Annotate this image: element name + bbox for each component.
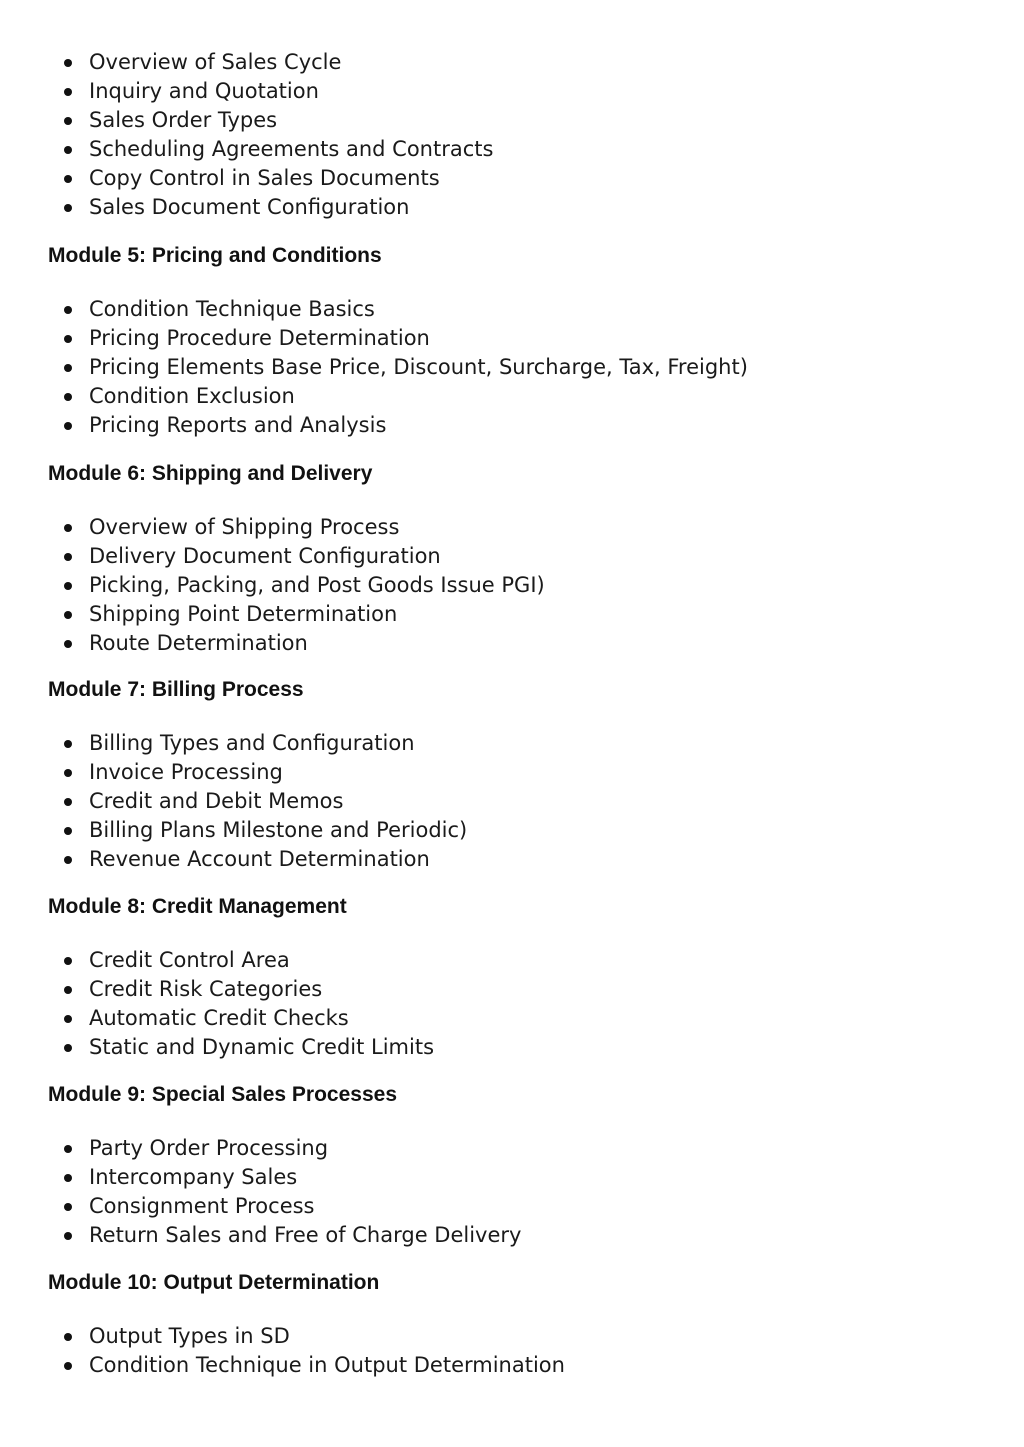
list-item: Pricing Reports and Analysis (48, 411, 988, 440)
module-heading: Module 8: Credit Management (48, 895, 347, 918)
list-item: Condition Technique in Output Determination (48, 1351, 988, 1380)
bullet-icon (64, 422, 72, 430)
bullet-icon (64, 1174, 72, 1182)
bullet-list (48, 295, 988, 440)
bullet-icon (64, 553, 72, 561)
bullet-icon (64, 856, 72, 864)
list-item: Intercompany Sales (48, 1163, 988, 1192)
bullet-list (48, 1322, 988, 1380)
bullet-icon (64, 146, 72, 154)
list-item: Return Sales and Free of Charge Delivery (48, 1221, 988, 1250)
bullet-icon (64, 204, 72, 212)
list-item: Pricing Procedure Determination (48, 324, 988, 353)
list-item: Copy Control in Sales Documents (48, 164, 988, 193)
module-5-section (48, 242, 988, 440)
list-item: Credit and Debit Memos (48, 787, 988, 816)
list-item: Shipping Point Determination (48, 600, 988, 629)
list-item: Scheduling Agreements and Contracts (48, 135, 988, 164)
module-7-section (48, 676, 988, 874)
list-item: Billing Plans Milestone and Periodic) (48, 816, 988, 845)
module-10-section (48, 1269, 988, 1380)
bullet-icon (64, 611, 72, 619)
module-heading: Module 5: Pricing and Conditions (48, 244, 382, 267)
bullet-icon (64, 1362, 72, 1370)
list-item: Billing Types and Configuration (48, 729, 988, 758)
bullet-icon (64, 1333, 72, 1341)
list-item: Route Determination (48, 629, 988, 658)
bullet-icon (64, 393, 72, 401)
bullet-icon (64, 769, 72, 777)
module-8-section (48, 893, 988, 1062)
bullet-icon (64, 1044, 72, 1052)
module-heading: Module 9: Special Sales Processes (48, 1083, 398, 1106)
list-item: Pricing Elements Base Price, Discount, Surcharge, Tax, Freight) (48, 353, 988, 382)
intro-topic-list (48, 48, 988, 222)
bullet-icon (64, 1232, 72, 1240)
list-item: Inquiry and Quotation (48, 77, 988, 106)
bullet-icon (64, 740, 72, 748)
bullet-icon (64, 117, 72, 125)
module-heading: Module 6: Shipping and Delivery (48, 462, 373, 485)
list-item: Credit Control Area (48, 946, 988, 975)
bullet-icon (64, 986, 72, 994)
bullet-list (48, 513, 988, 658)
bullet-list (48, 48, 988, 222)
bullet-icon (64, 640, 72, 648)
bullet-list (48, 1134, 988, 1250)
list-item: Delivery Document Configuration (48, 542, 988, 571)
list-item: Automatic Credit Checks (48, 1004, 988, 1033)
bullet-icon (64, 957, 72, 965)
bullet-icon (64, 524, 72, 532)
list-item: Overview of Sales Cycle (48, 48, 988, 77)
list-item: Sales Order Types (48, 106, 988, 135)
bullet-icon (64, 827, 72, 835)
list-item: Condition Technique Basics (48, 295, 988, 324)
bullet-icon (64, 306, 72, 314)
bullet-icon (64, 1145, 72, 1153)
module-6-section (48, 460, 988, 658)
bullet-list (48, 729, 988, 874)
list-item: Static and Dynamic Credit Limits (48, 1033, 988, 1062)
list-item: Condition Exclusion (48, 382, 988, 411)
list-item: Party Order Processing (48, 1134, 988, 1163)
bullet-icon (64, 798, 72, 806)
bullet-icon (64, 1015, 72, 1023)
list-item: Overview of Shipping Process (48, 513, 988, 542)
bullet-icon (64, 364, 72, 372)
list-item: Output Types in SD (48, 1322, 988, 1351)
list-item: Consignment Process (48, 1192, 988, 1221)
module-heading: Module 7: Billing Process (48, 678, 304, 701)
list-item: Revenue Account Determination (48, 845, 988, 874)
module-heading: Module 10: Output Determination (48, 1271, 380, 1294)
list-item: Invoice Processing (48, 758, 988, 787)
bullet-icon (64, 88, 72, 96)
module-9-section (48, 1081, 988, 1250)
bullet-icon (64, 175, 72, 183)
list-item: Picking, Packing, and Post Goods Issue PGI) (48, 571, 988, 600)
bullet-icon (64, 1203, 72, 1211)
bullet-icon (64, 335, 72, 343)
list-item: Sales Document Configuration (48, 193, 988, 222)
bullet-list (48, 946, 988, 1062)
bullet-icon (64, 582, 72, 590)
bullet-icon (64, 59, 72, 67)
list-item: Credit Risk Categories (48, 975, 988, 1004)
